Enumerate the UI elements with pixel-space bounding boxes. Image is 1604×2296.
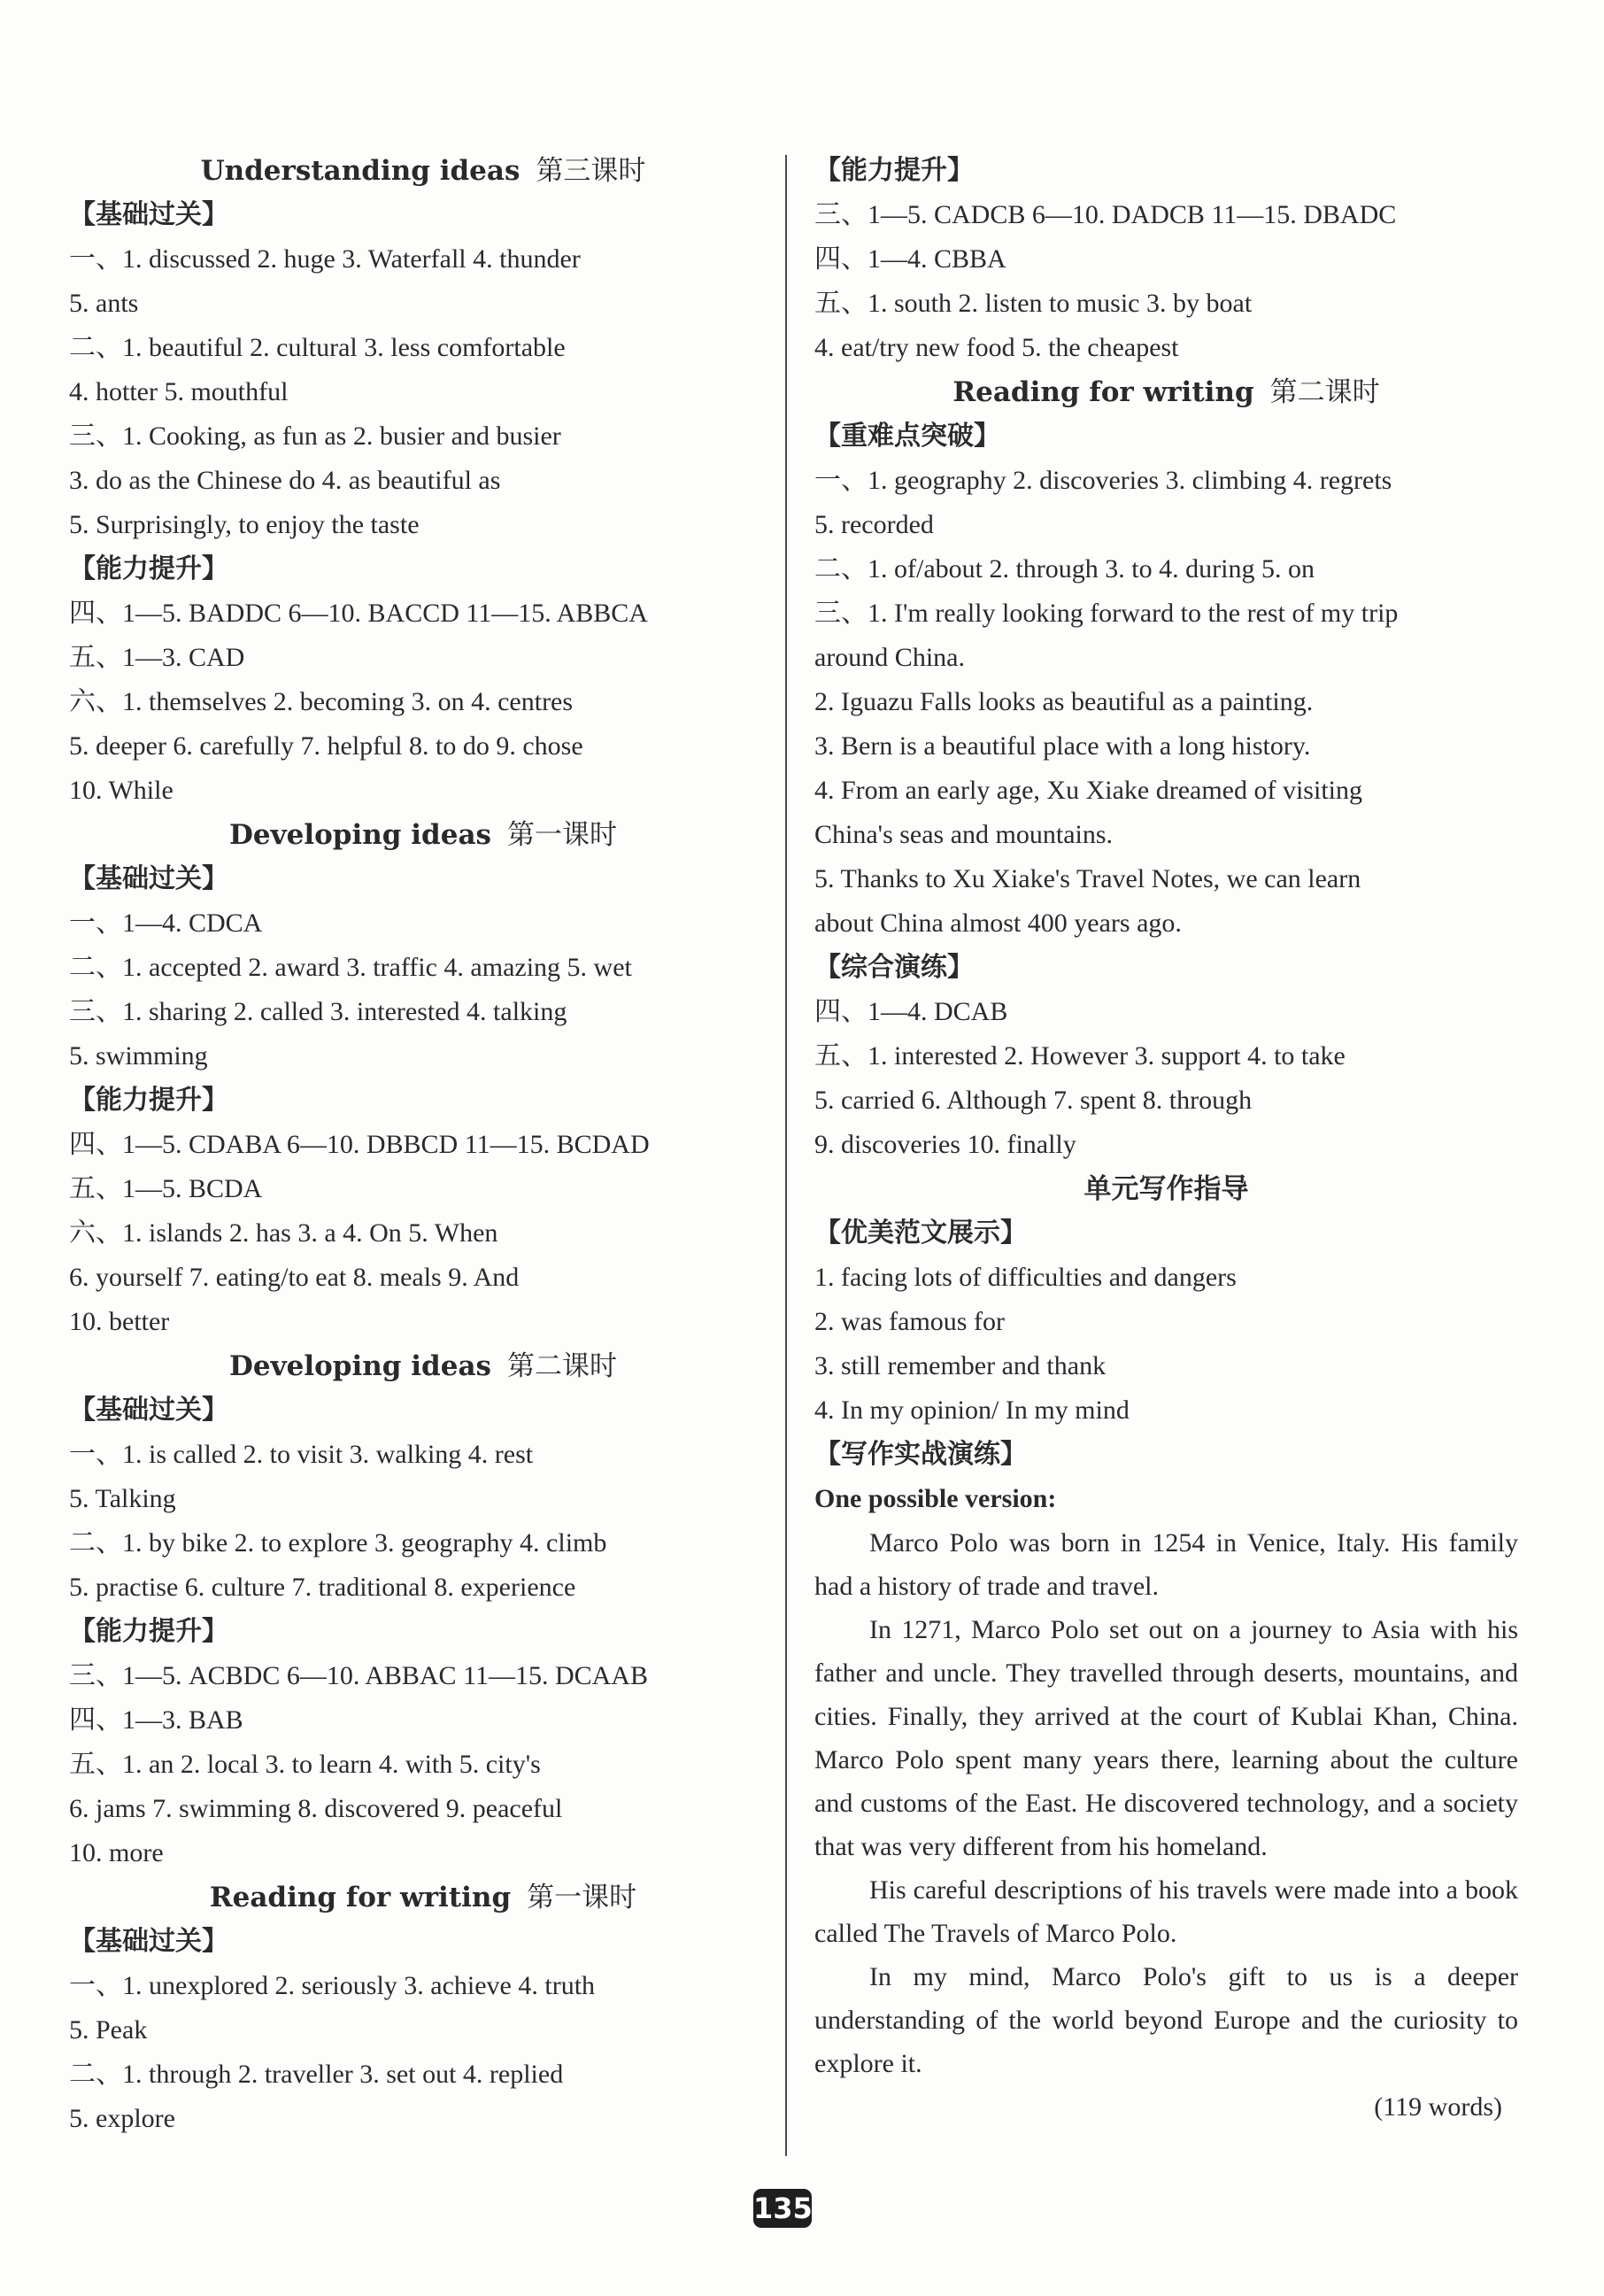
answer-line: 四、1—3. BAB bbox=[69, 1705, 243, 1735]
answer-line: 四、1—4. DCAB bbox=[814, 997, 1008, 1026]
left-column bbox=[69, 149, 777, 2141]
answer-line: 四、1—5. BADDC 6—10. BACCD 11—15. ABBCA bbox=[69, 599, 648, 628]
essay-paragraph: Marco Polo was born in 1254 in Venice, Italy. His family had a history of trade and travel. bbox=[814, 1528, 1518, 1601]
essay-paragraph: His careful descriptions of his travels were made into a book called The Travels of Marco Polo. bbox=[814, 1875, 1518, 1948]
answer-line: 四、1—4. CBBA bbox=[814, 244, 1006, 274]
answer-line: 六、1. themselves 2. becoming 3. on 4. centres bbox=[69, 687, 574, 716]
answer-line: 一、1. unexplored 2. seriously 3. achieve 4. truth bbox=[69, 1971, 596, 2000]
lesson-title-cn: 单元写作指导 bbox=[1083, 1173, 1249, 1205]
answer-line: 5. Thanks to Xu Xiake's Travel Notes, we can learn bbox=[814, 864, 1361, 893]
essay bbox=[814, 1477, 1518, 2130]
section-heading: 【综合演练】 bbox=[814, 952, 974, 983]
answer-line: China's seas and mountains. bbox=[814, 820, 1114, 849]
lesson-title-en: Understanding ideas bbox=[200, 155, 521, 187]
answer-line: 三、1. I'm really looking forward to the rest of my trip bbox=[814, 599, 1399, 628]
lesson-title bbox=[69, 813, 777, 857]
answer-line: 2. was famous for bbox=[814, 1307, 1005, 1336]
answer-line: 5. ants bbox=[69, 289, 139, 318]
answer-line: 六、1. islands 2. has 3. a 4. On 5. When bbox=[69, 1218, 498, 1248]
lesson-title-cn: 第二课时 bbox=[1269, 376, 1380, 408]
answer-line: 9. discoveries 10. finally bbox=[814, 1130, 1076, 1159]
answer-line: 5. carried 6. Although 7. spent 8. through bbox=[814, 1086, 1253, 1115]
answer-line: 二、1. through 2. traveller 3. set out 4. replied bbox=[69, 2060, 564, 2089]
answer-line: 1. facing lots of difficulties and dangers bbox=[814, 1263, 1237, 1292]
answer-line: 4. hotter 5. mouthful bbox=[69, 377, 289, 406]
answer-line: 五、1—3. CAD bbox=[69, 643, 245, 672]
answer-line: 5. explore bbox=[69, 2104, 175, 2133]
answer-line: 5. practise 6. culture 7. traditional 8. experience bbox=[69, 1573, 576, 1602]
page-number: 135 bbox=[753, 2189, 812, 2228]
answer-line: 一、1. discussed 2. huge 3. Waterfall 4. thunder bbox=[69, 244, 581, 274]
answer-line: 三、1. sharing 2. called 3. interested 4. talking bbox=[69, 997, 567, 1026]
answer-line: 5. Peak bbox=[69, 2015, 148, 2045]
section-heading: 【能力提升】 bbox=[69, 1085, 228, 1116]
answer-line: 三、1. Cooking, as fun as 2. busier and busier bbox=[69, 421, 561, 451]
section-heading: 【能力提升】 bbox=[69, 553, 228, 584]
lesson-title bbox=[69, 1344, 777, 1388]
answer-line: 2. Iguazu Falls looks as beautiful as a painting. bbox=[814, 687, 1314, 716]
section-heading: 【重难点突破】 bbox=[814, 421, 1000, 452]
lesson-title bbox=[814, 1167, 1518, 1211]
answer-line: 10. better bbox=[69, 1307, 170, 1336]
answer-line: 4. From an early age, Xu Xiake dreamed of visiting bbox=[814, 776, 1362, 805]
section-heading: 【基础过关】 bbox=[69, 863, 228, 894]
answer-line: 10. While bbox=[69, 776, 174, 805]
answer-line: 4. eat/try new food 5. the cheapest bbox=[814, 333, 1179, 362]
answer-line: 5. recorded bbox=[814, 510, 934, 539]
lesson-title-cn: 第一课时 bbox=[527, 1882, 637, 1913]
section-heading: 【能力提升】 bbox=[814, 155, 974, 186]
right-answer-list bbox=[814, 149, 1518, 1477]
answer-line: 五、1. interested 2. However 3. support 4. to take bbox=[814, 1041, 1346, 1071]
section-heading: 【写作实战演练】 bbox=[814, 1439, 1027, 1470]
lesson-title bbox=[69, 1875, 777, 1920]
answer-line: 3. do as the Chinese do 4. as beautiful as bbox=[69, 466, 501, 495]
answer-line: 四、1—5. CDABA 6—10. DBBCD 11—15. BCDAD bbox=[69, 1130, 650, 1159]
answer-line: 3. Bern is a beautiful place with a long history. bbox=[814, 731, 1311, 761]
answer-line: 10. more bbox=[69, 1838, 164, 1867]
answer-line: 三、1—5. ACBDC 6—10. ABBAC 11—15. DCAAB bbox=[69, 1661, 648, 1690]
column-divider bbox=[785, 155, 787, 2156]
lesson-title-en: Developing ideas bbox=[229, 819, 491, 851]
answer-line: 5. Surprisingly, to enjoy the taste bbox=[69, 510, 420, 539]
section-heading: 【基础过关】 bbox=[69, 199, 228, 230]
answer-line: 3. still remember and thank bbox=[814, 1351, 1107, 1380]
answer-line: 二、1. accepted 2. award 3. traffic 4. amazing 5. wet bbox=[69, 953, 632, 982]
section-heading: 【基础过关】 bbox=[69, 1926, 228, 1957]
answer-line: 6. yourself 7. eating/to eat 8. meals 9. And bbox=[69, 1263, 520, 1292]
lesson-title-en: Developing ideas bbox=[229, 1350, 491, 1382]
lesson-title-cn: 第二课时 bbox=[506, 1350, 617, 1382]
section-heading: 【能力提升】 bbox=[69, 1616, 228, 1647]
essay-paragraph: In my mind, Marco Polo's gift to us is a deeper understanding of the world beyond Europe and the curiosity to explore it. bbox=[814, 1962, 1518, 2078]
word-count: (119 words) bbox=[1374, 2092, 1502, 2122]
lesson-title bbox=[814, 370, 1518, 414]
answer-line: around China. bbox=[814, 643, 965, 672]
lesson-title-cn: 第三课时 bbox=[536, 155, 646, 187]
answer-line: about China almost 400 years ago. bbox=[814, 908, 1182, 938]
lesson-title-en: Reading for writing bbox=[209, 1882, 512, 1913]
answer-line: 二、1. by bike 2. to explore 3. geography 4. climb bbox=[69, 1528, 607, 1558]
answer-line: 五、1—5. BCDA bbox=[69, 1174, 263, 1203]
answer-line: 二、1. beautiful 2. cultural 3. less comfortable bbox=[69, 333, 566, 362]
essay-paragraph: In 1271, Marco Polo set out on a journey to Asia with his father and uncle. They travelled through deserts, mountains, and cities. Finally, they arrived at the court of Kublai Khan, China. Marco Polo spent many years there, learning about the culture and customs of the East. He discovered technology, and a society that was very different from his homeland. bbox=[814, 1615, 1518, 1861]
answer-line: 一、1. geography 2. discoveries 3. climbing 4. regrets bbox=[814, 466, 1392, 495]
lesson-title bbox=[69, 149, 777, 193]
answer-line: 一、1—4. CDCA bbox=[69, 908, 263, 938]
section-heading: 【优美范文展示】 bbox=[814, 1218, 1027, 1248]
answer-line: 五、1. an 2. local 3. to learn 4. with 5. city's bbox=[69, 1750, 541, 1779]
answer-line: 5. Talking bbox=[69, 1484, 176, 1513]
answer-line: 5. swimming bbox=[69, 1041, 208, 1071]
lesson-title-en: Reading for writing bbox=[952, 376, 1254, 408]
answer-line: 三、1—5. CADCB 6—10. DADCB 11—15. DBADC bbox=[814, 200, 1397, 229]
answer-line: 5. deeper 6. carefully 7. helpful 8. to do 9. chose bbox=[69, 731, 583, 761]
right-column bbox=[814, 149, 1518, 2130]
answer-line: 一、1. is called 2. to visit 3. walking 4. rest bbox=[69, 1440, 534, 1469]
section-heading: 【基础过关】 bbox=[69, 1395, 228, 1426]
lesson-title-cn: 第一课时 bbox=[506, 819, 617, 851]
answer-line: 4. In my opinion/ In my mind bbox=[814, 1395, 1130, 1425]
answer-line: 五、1. south 2. listen to music 3. by boat bbox=[814, 289, 1253, 318]
essay-label: One possible version: bbox=[814, 1484, 1057, 1513]
answer-line: 6. jams 7. swimming 8. discovered 9. peaceful bbox=[69, 1794, 563, 1823]
answer-line: 二、1. of/about 2. through 3. to 4. during 5. on bbox=[814, 554, 1315, 584]
